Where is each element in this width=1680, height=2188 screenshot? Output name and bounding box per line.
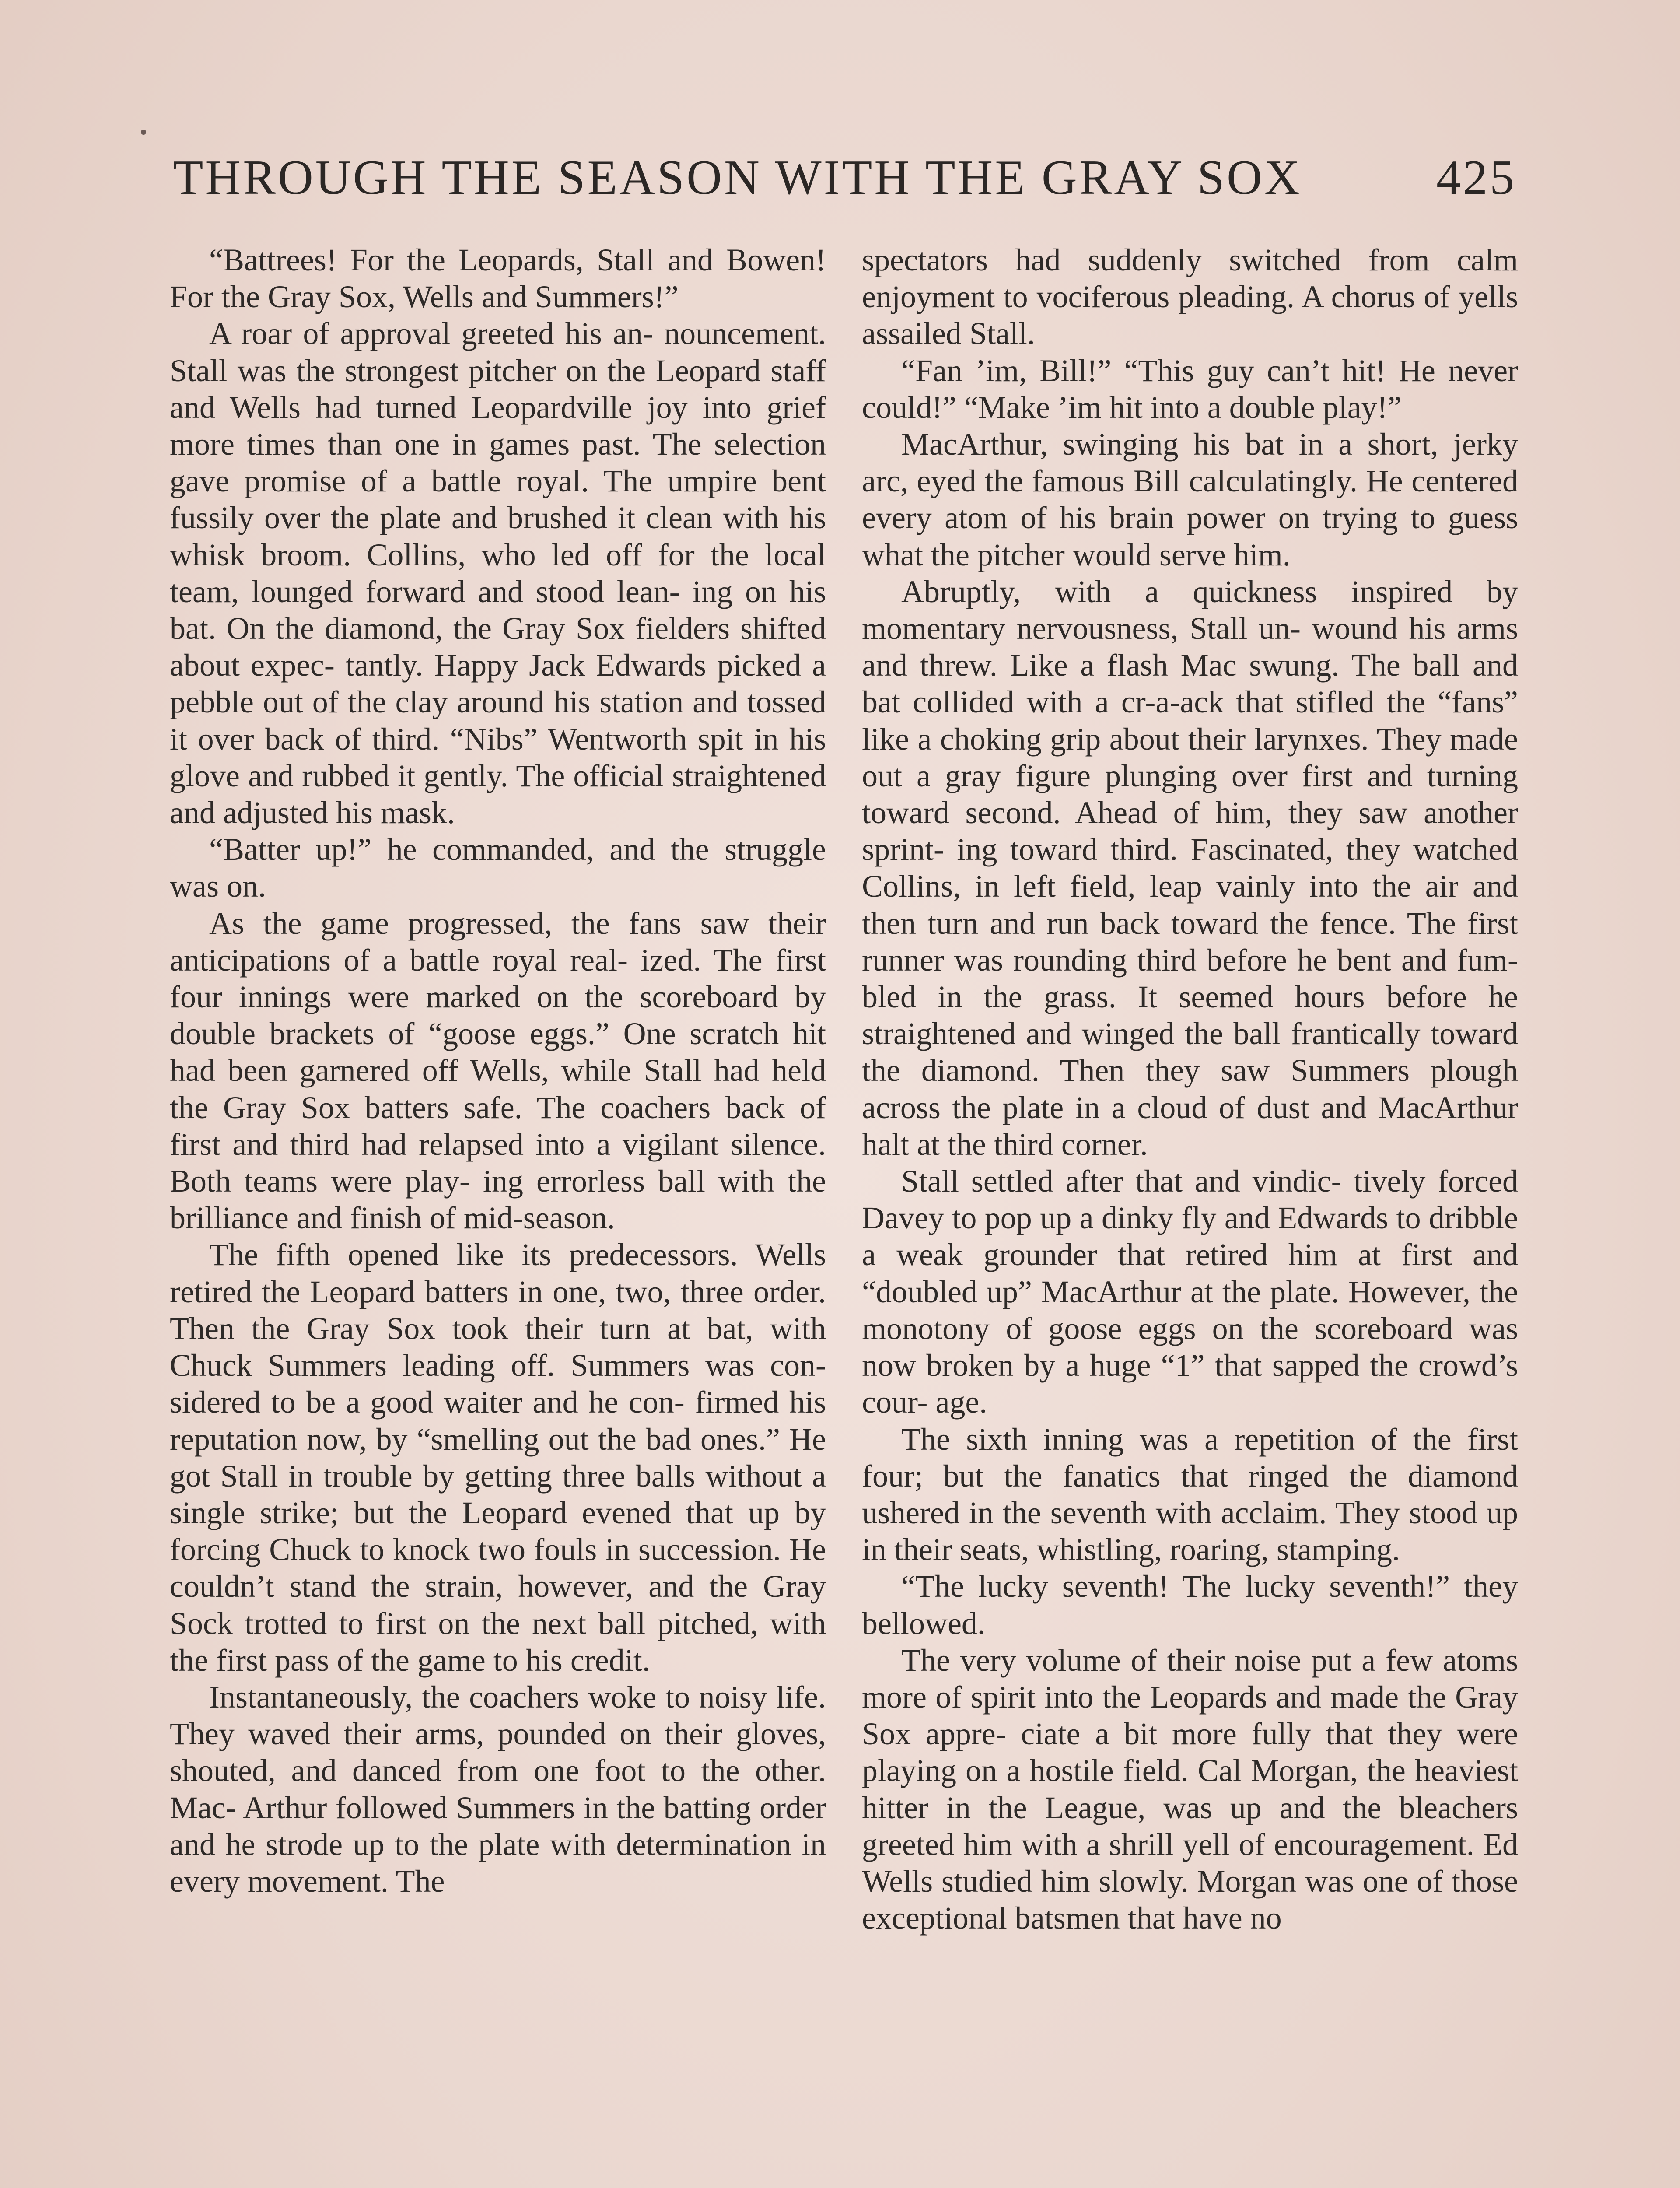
paragraph: MacArthur, swinging his bat in a short, jerky arc, eyed the famous Bill calculatingly. He centered every atom of his brain power on trying to guess what the pitcher would serve him. [862, 427, 1518, 572]
paragraph: The fifth opened like its predecessors. Wells retired the Leopard batters in one, two, three order. Then the Gray Sox took their turn at bat, with Chuck Summers leading off. Summers was con- sidered to be a good waiter and he con- firmed his reputation now, by “smelling out the bad ones.” He got Stall in trouble by getting three balls without a single strike; but the Leopard evened that up by forcing Chuck to knock two fouls in succession. He couldn’t stand the strain, however, and the Gray Sock trotted to first on the next ball pitched, with the first pass of the game to his credit. [170, 1237, 826, 1678]
paragraph: “The lucky seventh! The lucky seventh!” they bellowed. [862, 1569, 1518, 1641]
paragraph: “Fan ’im, Bill!” “This guy can’t hit! He never could!” “Make ’im hit into a double play!” [862, 353, 1518, 425]
paragraph: “Battrees! For the Leopards, Stall and Bowen! For the Gray Sox, Wells and Summers!” [170, 242, 826, 315]
paragraph: Abruptly, with a quickness inspired by momentary nervousness, Stall un- wound his arms and threw. Like a flash Mac swung. The ball and bat collided with a cr-a-ack that stifled the “fans” like a choking grip about their larynxes. They made out a gray figure plunging over first and turning toward second. Ahead of him, they saw another sprint- ing toward third. Fascinated, they watched Collins, in left field, leap vainly into the air and then turn and run back toward the fence. The first runner was rounding third before he bent and fum- bled in the grass. It seemed hours before he straightened and winged the ball frantically toward the diamond. Then they saw Summers plough across the plate in a cloud of dust and MacArthur halt at the third corner. [862, 574, 1518, 1162]
page-number: 425 [1436, 151, 1516, 205]
ink-speck [141, 130, 146, 135]
paragraph: Stall settled after that and vindic- tively forced Davey to pop up a dinky fly and Edwards to dribble a weak grounder that retired him at first and “doubled up” MacArthur at the plate. However, the monotony of goose eggs on the scoreboard was now broken by a huge “1” that sapped the crowd’s cour- age. [862, 1164, 1518, 1420]
paragraph: “Batter up!” he commanded, and the struggle was on. [170, 832, 826, 904]
running-title: THROUGH THE SEASON WITH THE GRAY SOX [173, 151, 1302, 205]
paragraph: The sixth inning was a repetition of the first four; but the fanatics that ringed the diamond ushered in the seventh with acclaim. They stood up in their seats, whistling, roaring, stamping. [862, 1421, 1518, 1567]
paragraph: As the game progressed, the fans saw their anticipations of a battle royal real- ized. The first four innings were marked on the scoreboard by double brackets of “goose eggs.” One scratch hit had been garnered off Wells, while Stall had held the Gray Sox batters safe. The coachers back of first and third had relapsed into a vigilant silence. Both teams were play- ing errorless ball with the brilliance and finish of mid-season. [170, 905, 826, 1236]
paragraph: spectators had suddenly switched from calm enjoyment to vociferous pleading. A chorus of yells assailed Stall. [862, 242, 1518, 351]
paragraph: A roar of approval greeted his an- nouncement. Stall was the strongest pitcher on the Leopard staff and Wells had turned Leopardville joy into grief more times than one in games past. The selection gave promise of a battle royal. The umpire bent fussily over the plate and brushed it clean with his whisk broom. Collins, who led off for the local team, lounged forward and stood lean- ing on his bat. On the diamond, the Gray Sox fielders shifted about expec- tantly. Happy Jack Edwards picked a pebble out of the clay around his station and tossed it over back of third. “Nibs” Wentworth spit in his glove and rubbed it gently. The official straightened and adjusted his mask. [170, 316, 826, 831]
right-column [862, 242, 1518, 2188]
paragraph: Instantaneously, the coachers woke to noisy life. They waved their arms, pounded on their gloves, shouted, and danced from one foot to the other. Mac- Arthur followed Summers in the batting order and he strode up to the plate with determination in every movement. The [170, 1679, 826, 1899]
left-column [170, 242, 826, 2188]
paragraph: The very volume of their noise put a few atoms more of spirit into the Leopards and made the Gray Sox appre- ciate a bit more fully that they were playing on a hostile field. Cal Morgan, the heaviest hitter in the League, was up and the bleachers greeted him with a shrill yell of encouragement. Ed Wells studied him slowly. Morgan was one of those exceptional batsmen that have no [862, 1642, 1518, 1936]
running-header [173, 150, 1516, 211]
